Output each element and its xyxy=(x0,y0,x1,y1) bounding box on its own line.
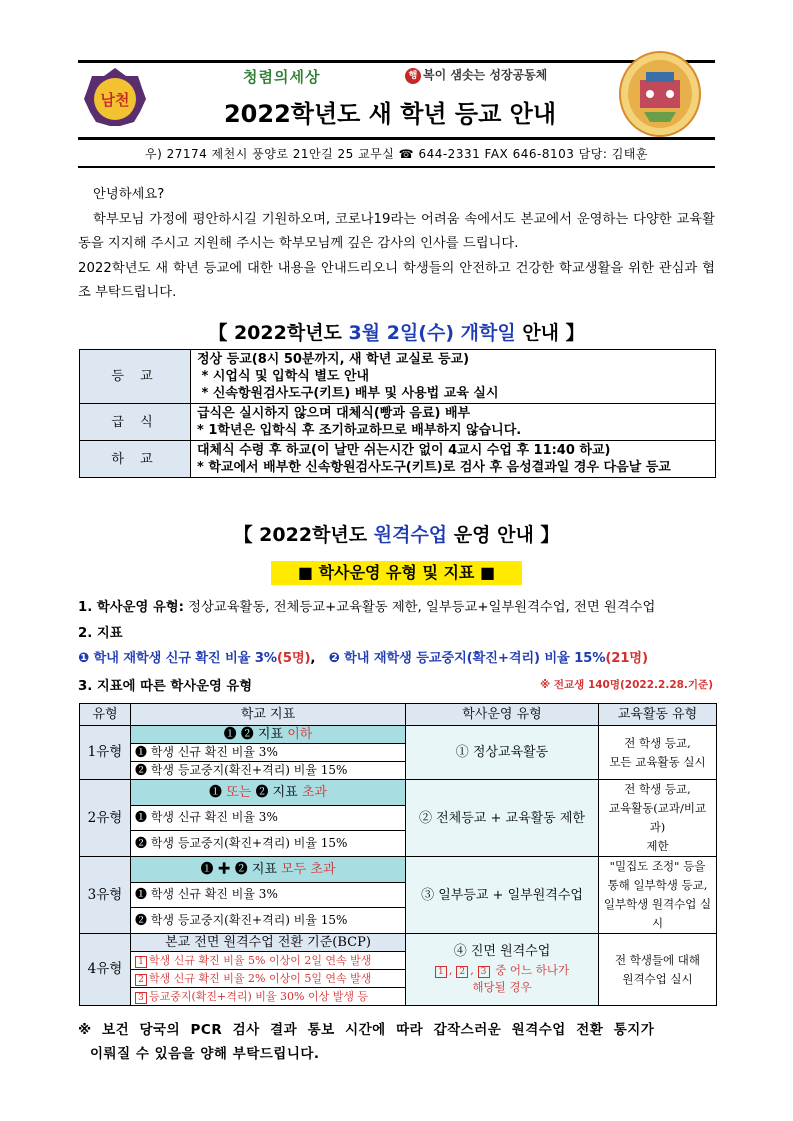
schedule-label: 등 교 xyxy=(80,350,191,404)
schedule-label: 하 교 xyxy=(80,441,191,478)
schedule-cell xyxy=(191,441,716,478)
criterion-cell: ❷ 학생 등교중지(확진+격리) 비율 15% xyxy=(131,831,406,857)
activity-line: "밀집도 조정" 등을 xyxy=(609,859,706,873)
type-label: 1유형 xyxy=(80,726,131,780)
summary-red: 이하 xyxy=(287,727,313,742)
page-title: 2022학년도 새 학년 등교 안내 xyxy=(223,100,557,128)
footer-note-line-1: ※ 보건 당국의 PCR 검사 결과 통보 시간에 따라 갑작스러운 원격수업 전환 통지가 xyxy=(78,1022,655,1038)
activity-cell xyxy=(599,780,717,857)
criterion-number: 1 xyxy=(135,956,147,968)
activity-cell xyxy=(599,726,717,780)
schedule-line: * 1학년은 입학식 후 조기하교하므로 배부하지 않습니다. xyxy=(197,423,522,438)
operation-cell: ③ 일부등교 + 일부원격수업 xyxy=(406,857,599,934)
summary-red: 또는 xyxy=(226,784,252,800)
activity-line: 모든 교육활동 실시 xyxy=(609,754,706,769)
operation-cell xyxy=(406,934,599,1006)
indicator-summary xyxy=(131,780,406,806)
indicator-1: ❶ 학내 재학생 신규 확진 비율 3% xyxy=(78,651,277,666)
section-2-highlight: 원격수업 xyxy=(373,524,448,546)
indicator-separator: , xyxy=(310,651,316,666)
criterion-cell xyxy=(131,988,406,1006)
schedule-line: 급식은 실시하지 않으며 대체식(빵과 음료) 배부 xyxy=(197,406,471,421)
school-emblem-text: 남천 xyxy=(100,91,130,109)
activity-line: 제한 xyxy=(646,839,669,853)
summary-text: ❶ ✚ ❷ 지표 xyxy=(200,861,282,877)
schedule-row-meal xyxy=(80,404,716,441)
condition-number: 3 xyxy=(478,966,490,978)
criterion-cell xyxy=(131,970,406,988)
criterion-cell: ❶ 학생 신규 확진 비율 3% xyxy=(131,805,406,831)
section-1-open: 【 2022학년도 xyxy=(208,322,349,344)
schedule-cell xyxy=(191,404,716,441)
criterion-cell: ❷ 학생 등교중지(확진+격리) 비율 15% xyxy=(131,762,406,780)
condition-text: 중 어느 하나가 xyxy=(491,963,570,977)
activity-line: 통해 일부학생 등교, xyxy=(607,878,708,892)
schedule-line: * 시업식 및 입학식 별도 안내 xyxy=(197,369,370,384)
schedule-line: * 학교에서 배부한 신속항원검사도구(키트)로 검사 후 음성결과일 경우 다음날 등교 xyxy=(197,460,671,475)
schedule-line: * 신속항원검사도구(키트) 배부 및 사용법 교육 실시 xyxy=(197,386,499,401)
indicator-summary xyxy=(131,857,406,883)
footer-note-line-2: 이뤄질 수 있음을 양해 부탁드립니다. xyxy=(90,1046,320,1062)
criterion-cell: ❶ 학생 신규 확진 비율 3% xyxy=(131,744,406,762)
operation-cell: ① 정상교육활동 xyxy=(406,726,599,780)
section-2-open: 【 2022학년도 xyxy=(233,524,374,546)
item-1-text: 정상교육활동, 전체등교+교육활동 제한, 일부등교+일부원격수업, 전면 원격수업 xyxy=(183,600,656,615)
slogan-left: 청렴의세상 xyxy=(243,68,321,86)
school-emblem-icon xyxy=(82,66,148,128)
criterion-number: 2 xyxy=(135,974,147,986)
footer-note xyxy=(78,1018,718,1066)
header-operation: 학사운영 유형 xyxy=(406,704,599,726)
condition-text: 해당될 경우 xyxy=(472,980,532,994)
header-activity: 교육활동 유형 xyxy=(599,704,717,726)
address-rule xyxy=(78,166,715,168)
summary-red: 초과 xyxy=(301,784,327,800)
criterion-cell: ❶ 학생 신규 확진 비율 3% xyxy=(131,882,406,908)
condition-number: 2 xyxy=(456,966,468,978)
summary-text: ❶ ❷ 지표 xyxy=(223,727,288,742)
schedule-row-dismissal xyxy=(80,441,716,478)
table-row xyxy=(80,726,717,744)
schedule-line: 정상 등교(8시 50분까지, 새 학년 교실로 등교) xyxy=(197,352,470,367)
section-1-close: 안내 】 xyxy=(515,322,585,344)
schedule-table xyxy=(79,349,716,478)
operation-text: ④ 진면 원격수업 xyxy=(453,944,551,959)
item-2: 2. 지표 xyxy=(78,626,123,641)
schedule-row-arrival xyxy=(80,350,716,404)
type-label: 2유형 xyxy=(80,780,131,857)
criterion-cell xyxy=(131,952,406,970)
summary-text: ❷ 지표 xyxy=(251,784,302,800)
happy-badge-icon: 행 xyxy=(405,68,421,84)
schedule-line: 대체식 수령 후 하교(이 날만 쉬는시간 없이 4교시 수업 후 11:40 하교) xyxy=(197,443,611,458)
school-mascot-icon xyxy=(618,50,702,138)
activity-line: 전 학생 등교, xyxy=(624,782,691,796)
student-count-note: ※ 전교생 140명(2022.2.28.기준) xyxy=(540,679,713,691)
indicator-line xyxy=(78,647,718,666)
summary-text: ❶ xyxy=(209,784,227,800)
criterion-text: 학생 신규 확진 비율 2% 이상이 5일 연속 발생 xyxy=(149,972,372,985)
schedule-cell xyxy=(191,350,716,404)
type-label: 3유형 xyxy=(80,857,131,934)
header-indicator: 학교 지표 xyxy=(131,704,406,726)
criterion-number: 3 xyxy=(135,992,147,1004)
header-type: 유형 xyxy=(80,704,131,726)
activity-line: 전 학생들에 대해 xyxy=(614,952,701,967)
indicator-2-count: (21명) xyxy=(605,651,648,666)
activity-line: 일부학생 원격수업 실시 xyxy=(603,897,712,930)
condition-number: 1 xyxy=(435,966,447,978)
activity-line: 교육활동(교과/비교과) xyxy=(608,801,707,834)
activity-line: 원격수업 실시 xyxy=(622,971,693,986)
operation-condition: 1 , 2 , 3 중 어느 하나가 xyxy=(410,962,594,979)
table-row xyxy=(80,780,717,806)
operation-type-table xyxy=(79,703,717,1006)
indicator-summary: 본교 전면 원격수업 전환 기준(BCP) xyxy=(131,934,406,952)
letter-greeting: 안녕하세요? xyxy=(93,187,165,202)
letter-paragraph-1: 학부모님 가정에 평안하시길 기원하오며, 코로나19라는 어려움 속에서도 본교에서 운영하는 다양한 교육활동을 지지해 주시고 지원해 주시는 학부모님께 깊은 감사의 인사를 드립니다. xyxy=(78,211,715,251)
section-1-date: 3월 2일(수) 개학일 xyxy=(348,322,516,344)
summary-red: 모두 초과 xyxy=(281,861,336,877)
section-1-heading xyxy=(78,318,715,345)
criterion-text: 학생 신규 확진 비율 5% 이상이 2일 연속 발생 xyxy=(149,954,372,967)
indicator-2: ❷ 학내 재학생 등교중지(확진+격리) 비율 15% xyxy=(328,651,606,666)
activity-line: 전 학생 등교, xyxy=(624,735,691,750)
school-address: 우) 27174 제천시 풍양로 21안길 25 교무실 ☎ 644-2331 FAX 646-8103 담당: 김태훈 xyxy=(144,147,648,161)
item-3: 3. 지표에 따른 학사운영 유형 xyxy=(78,679,253,694)
section-2-close: 운영 안내 】 xyxy=(447,524,560,546)
letter-body xyxy=(78,183,715,306)
table-row xyxy=(80,857,717,883)
indicator-summary xyxy=(131,726,406,744)
slogan-right xyxy=(405,66,547,84)
criterion-cell: ❷ 학생 등교중지(확진+격리) 비율 15% xyxy=(131,908,406,934)
section-2-heading xyxy=(78,520,715,547)
operation-banner: ■ 학사운영 유형 및 지표 ■ xyxy=(271,561,522,585)
activity-cell xyxy=(599,857,717,934)
table-header-row xyxy=(80,704,717,726)
criterion-text: 등교중지(확진+격리) 비율 30% 이상 발생 등 xyxy=(149,990,369,1003)
activity-cell xyxy=(599,934,717,1006)
operation-cell: ② 전체등교 + 교육활동 제한 xyxy=(406,780,599,857)
table-row xyxy=(80,934,717,952)
schedule-label: 급 식 xyxy=(80,404,191,441)
indicator-1-count: (5명) xyxy=(276,651,311,666)
item-1-label: 1. 학사운영 유형: xyxy=(78,600,184,615)
slogan-right-text: 복이 샘솟는 성장공동체 xyxy=(423,68,548,82)
letter-paragraph-2: 2022학년도 새 학년 등교에 대한 내용을 안내드리오니 학생들의 안전하고 건강한 학교생활을 위한 관심과 협조 부탁드립니다. xyxy=(78,260,715,300)
item-1 xyxy=(78,596,655,615)
type-label: 4유형 xyxy=(80,934,131,1006)
